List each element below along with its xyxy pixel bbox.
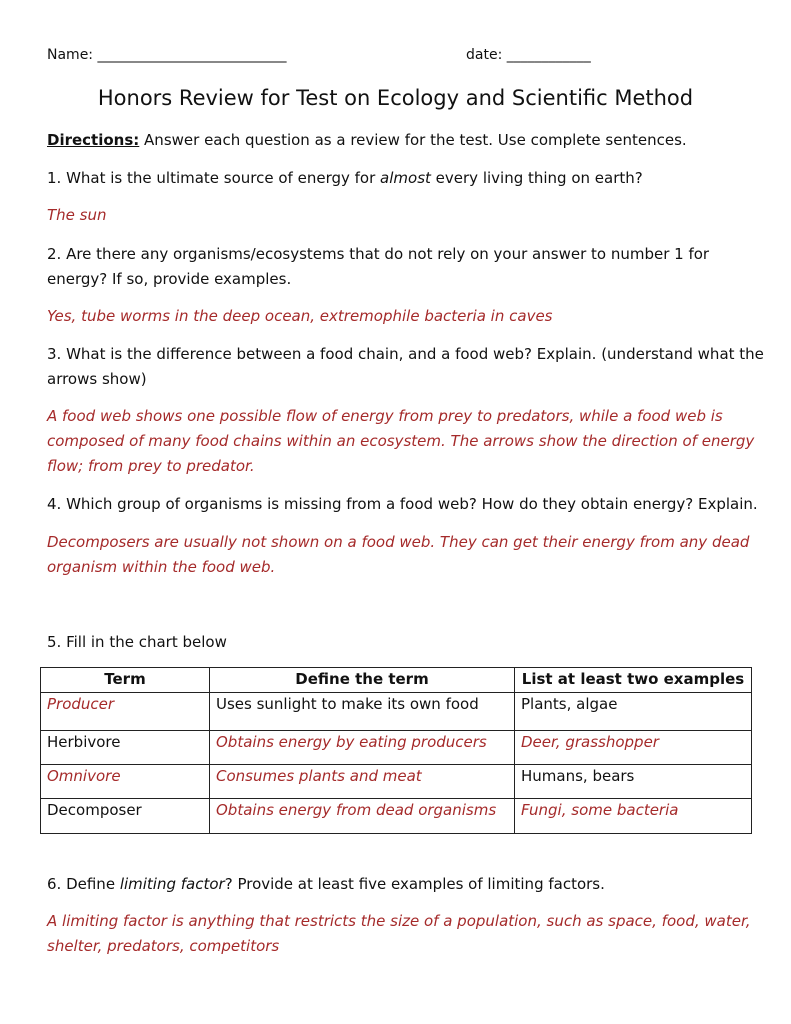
name-field-label: Name: ___________________________ xyxy=(47,47,287,63)
answer-2: Yes, tube worms in the deep ocean, extremophile bacteria in caves xyxy=(47,307,553,325)
table-cell: Uses sunlight to make its own food xyxy=(210,693,515,731)
table-cell: Producer xyxy=(41,693,210,731)
table-cell: Deer, grasshopper xyxy=(515,731,752,765)
question-6-post: ? Provide at least five examples of limiting factors. xyxy=(224,875,605,893)
question-1-post: every living thing on earth? xyxy=(430,169,643,187)
directions xyxy=(47,128,687,153)
answer-4-line-1: Decomposers are usually not shown on a food web. They can get their energy from any dead xyxy=(47,533,750,551)
question-4: 4. Which group of organisms is missing from a food web? How do they obtain energy? Explain. xyxy=(47,495,758,513)
answer-6-line-1: A limiting factor is anything that restricts the size of a population, such as space, food, water, xyxy=(47,912,751,930)
page-title: Honors Review for Test on Ecology and Scientific Method xyxy=(97,86,694,110)
question-1-pre: 1. What is the ultimate source of energy for xyxy=(47,169,381,187)
table-cell: Consumes plants and meat xyxy=(210,765,515,799)
answer-3-line-1: A food web shows one possible flow of energy from prey to predators, while a food web is xyxy=(47,407,723,425)
table-cell: Omnivore xyxy=(41,765,210,799)
question-2-line-2: energy? If so, provide examples. xyxy=(47,270,292,288)
table-row xyxy=(41,765,752,799)
directions-text: Answer each question as a review for the test. Use complete sentences. xyxy=(139,131,687,149)
table-row xyxy=(41,693,752,731)
question-6 xyxy=(47,872,605,897)
answer-1: The sun xyxy=(47,206,107,224)
table-header-define: Define the term xyxy=(210,668,515,693)
table-header-term: Term xyxy=(41,668,210,693)
table-cell: Fungi, some bacteria xyxy=(515,799,752,834)
answer-6-line-2: shelter, predators, competitors xyxy=(47,937,280,955)
question-6-pre: 6. Define xyxy=(47,875,120,893)
table-cell: Humans, bears xyxy=(515,765,752,799)
table-cell: Decomposer xyxy=(41,799,210,834)
table-row xyxy=(41,731,752,765)
answer-4-line-2: organism within the food web. xyxy=(47,558,276,576)
question-1 xyxy=(47,166,643,191)
table-header-examples: List at least two examples xyxy=(515,668,752,693)
table-row xyxy=(41,799,752,834)
answer-3-line-2: composed of many food chains within an ecosystem. The arrows show the direction of energy xyxy=(47,432,755,450)
table-cell: Plants, algae xyxy=(515,693,752,731)
question-3-line-1: 3. What is the difference between a food chain, and a food web? Explain. (understand what the xyxy=(47,345,764,363)
table-cell: Herbivore xyxy=(41,731,210,765)
question-6-em: limiting factor xyxy=(119,875,225,893)
directions-label: Directions: xyxy=(47,131,140,149)
date-field-label: date: ____________ xyxy=(466,47,591,63)
table-cell: Obtains energy by eating producers xyxy=(210,731,515,765)
question-2-line-1: 2. Are there any organisms/ecosystems that do not rely on your answer to number 1 for xyxy=(47,245,710,263)
ecology-terms-table xyxy=(40,667,752,834)
question-5: 5. Fill in the chart below xyxy=(47,633,227,651)
table-header-row xyxy=(41,668,752,693)
answer-3-line-3: flow; from prey to predator. xyxy=(47,457,255,475)
table-cell: Obtains energy from dead organisms xyxy=(210,799,515,834)
question-1-em: almost xyxy=(380,169,431,187)
question-3-line-2: arrows show) xyxy=(47,370,147,388)
